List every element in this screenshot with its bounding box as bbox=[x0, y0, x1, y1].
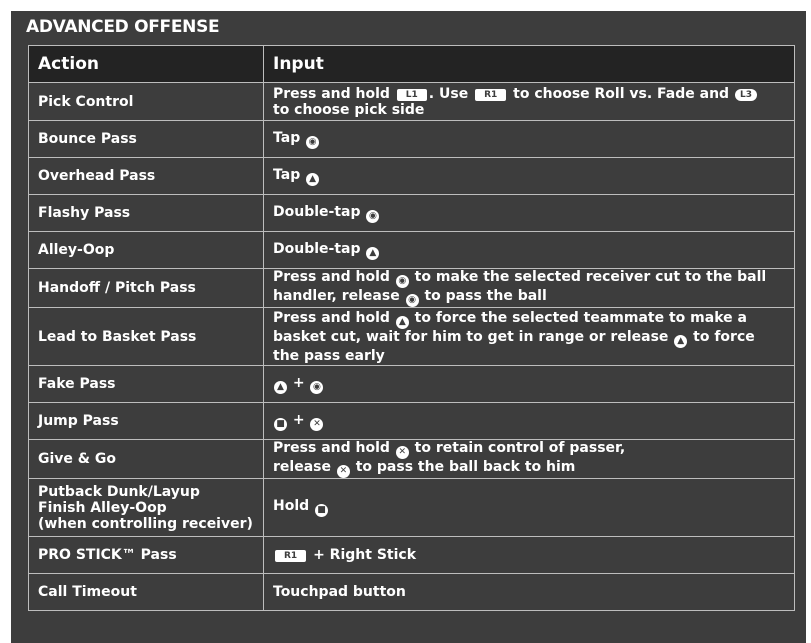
l1-button-icon: L1 bbox=[397, 89, 427, 101]
l3-button-icon: L3 bbox=[735, 89, 757, 101]
action-cell: Lead to Basket Pass bbox=[29, 308, 264, 366]
action-cell bbox=[29, 479, 264, 537]
table-row bbox=[29, 121, 795, 158]
triangle-button-icon: ▲ bbox=[306, 173, 319, 186]
input-cell bbox=[264, 366, 795, 403]
input-text: release bbox=[273, 459, 331, 475]
action-cell: Bounce Pass bbox=[29, 121, 264, 158]
circle-button-icon: ◉ bbox=[310, 381, 323, 394]
input-text: Press and hold bbox=[273, 309, 390, 326]
action-text: Finish Alley-Oop bbox=[38, 499, 167, 516]
r1-button-icon: R1 bbox=[475, 89, 506, 101]
input-text: to force the pass early bbox=[273, 328, 755, 364]
action-cell: Give & Go bbox=[29, 440, 264, 479]
table-row bbox=[29, 366, 795, 403]
square-button-icon: ■ bbox=[274, 418, 287, 431]
triangle-button-icon: ▲ bbox=[274, 381, 287, 394]
input-text: Double-tap bbox=[273, 203, 361, 220]
cross-button-icon: ✕ bbox=[310, 418, 323, 431]
square-button-icon: ■ bbox=[315, 504, 328, 517]
action-cell: Pick Control bbox=[29, 83, 264, 121]
input-cell bbox=[264, 83, 795, 121]
input-text: . Use bbox=[428, 85, 469, 102]
triangle-button-icon: ▲ bbox=[366, 247, 379, 260]
action-cell: PRO STICK™ Pass bbox=[29, 537, 264, 574]
table-row bbox=[29, 479, 795, 537]
input-text: to pass the ball back to him bbox=[355, 459, 576, 475]
header-input: Input bbox=[264, 46, 795, 83]
input-cell bbox=[264, 537, 795, 574]
input-text: Press and hold bbox=[273, 440, 390, 456]
input-cell bbox=[264, 232, 795, 269]
header-action: Action bbox=[29, 46, 264, 83]
input-cell: Touchpad button bbox=[264, 574, 795, 611]
triangle-button-icon: ▲ bbox=[674, 335, 687, 348]
action-cell: Fake Pass bbox=[29, 366, 264, 403]
circle-button-icon: ◉ bbox=[396, 275, 409, 288]
input-text: to force the selected teammate to make a basket cut, wait for him to get in range or release bbox=[273, 309, 747, 345]
action-text: (when controlling receiver) bbox=[38, 515, 253, 532]
circle-button-icon: ◉ bbox=[366, 210, 379, 223]
input-cell bbox=[264, 479, 795, 537]
input-text: Press and hold bbox=[273, 85, 390, 102]
input-cell bbox=[264, 158, 795, 195]
action-text: Putback Dunk/Layup bbox=[38, 483, 200, 500]
input-text: to pass the ball bbox=[424, 288, 547, 304]
input-text: Press and hold bbox=[273, 269, 390, 285]
input-cell bbox=[264, 195, 795, 232]
input-text: to make the selected receiver cut to the ball handler, release bbox=[273, 269, 767, 304]
circle-button-icon: ◉ bbox=[406, 294, 419, 307]
cross-button-icon: ✕ bbox=[337, 465, 350, 478]
action-cell: Alley-Oop bbox=[29, 232, 264, 269]
table-header-row bbox=[29, 46, 795, 83]
controls-table bbox=[28, 45, 795, 611]
action-cell: Overhead Pass bbox=[29, 158, 264, 195]
cross-button-icon: ✕ bbox=[396, 446, 409, 459]
input-cell bbox=[264, 403, 795, 440]
table-row bbox=[29, 308, 795, 366]
plus-text: + bbox=[292, 374, 305, 391]
table-row bbox=[29, 537, 795, 574]
input-text: to choose Roll vs. Fade and bbox=[513, 85, 730, 102]
action-cell: Jump Pass bbox=[29, 403, 264, 440]
input-text: to retain control of passer, bbox=[414, 440, 626, 456]
plus-text: + bbox=[292, 411, 305, 428]
triangle-button-icon: ▲ bbox=[396, 316, 409, 329]
section-title: ADVANCED OFFENSE bbox=[26, 17, 220, 37]
input-text: Tap bbox=[273, 129, 301, 146]
input-cell bbox=[264, 308, 795, 366]
input-text: + Right Stick bbox=[313, 547, 416, 563]
circle-button-icon: ◉ bbox=[306, 136, 319, 149]
table-row bbox=[29, 195, 795, 232]
action-cell: Flashy Pass bbox=[29, 195, 264, 232]
action-cell: Call Timeout bbox=[29, 574, 264, 611]
table-row bbox=[29, 232, 795, 269]
input-text: Hold bbox=[273, 498, 310, 514]
table-row bbox=[29, 403, 795, 440]
table-row bbox=[29, 440, 795, 479]
input-text: Double-tap bbox=[273, 240, 361, 257]
input-cell bbox=[264, 121, 795, 158]
input-text: to choose pick side bbox=[273, 101, 425, 118]
input-cell bbox=[264, 269, 795, 308]
input-cell bbox=[264, 440, 795, 479]
table-row bbox=[29, 158, 795, 195]
advanced-offense-panel bbox=[11, 11, 806, 643]
r1-button-icon: R1 bbox=[275, 550, 306, 562]
table-row bbox=[29, 269, 795, 308]
input-text: Tap bbox=[273, 166, 301, 183]
table-row bbox=[29, 83, 795, 121]
action-cell: Handoff / Pitch Pass bbox=[29, 269, 264, 308]
table-row bbox=[29, 574, 795, 611]
